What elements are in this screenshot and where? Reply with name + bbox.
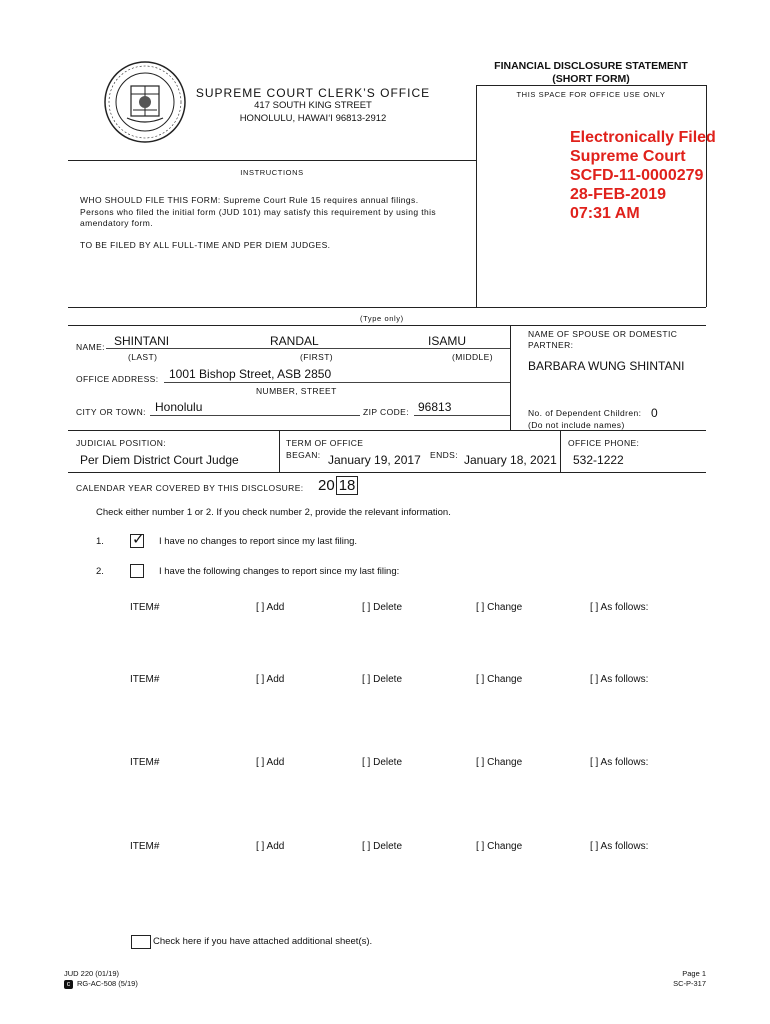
stamp-line-4: 28-FEB-2019 xyxy=(570,186,667,203)
dependents-value: 0 xyxy=(651,406,658,420)
instructions-line-3: amendatory form. xyxy=(80,218,154,228)
as-follows-option[interactable]: [ ] As follows: xyxy=(590,674,649,685)
zip-value: 96813 xyxy=(418,400,452,414)
add-option[interactable]: [ ] Add xyxy=(256,757,285,768)
as-follows-option[interactable]: [ ] As follows: xyxy=(590,757,649,768)
term-label: TERM OF OFFICE xyxy=(286,438,364,448)
option-1-checkbox[interactable] xyxy=(130,531,145,548)
rg-number: RG-AC-508 (5/19) xyxy=(77,979,138,988)
item-label: ITEM# xyxy=(130,674,160,685)
phone-label: OFFICE PHONE: xyxy=(568,438,640,448)
form-title xyxy=(476,60,706,86)
ends-value: January 18, 2021 xyxy=(464,453,557,467)
checkmark-icon: ✓ xyxy=(132,531,145,548)
stamp-line-3: SCFD-11-0000279 xyxy=(570,167,704,184)
option-2-text: I have the following changes to report since my last filing: xyxy=(159,566,400,577)
name-label: NAME: xyxy=(76,342,105,352)
delete-option[interactable]: [ ] Delete xyxy=(362,841,403,852)
add-option[interactable]: [ ] Add xyxy=(256,674,285,685)
filing-stamp xyxy=(570,128,716,223)
began-value: January 19, 2017 xyxy=(328,453,421,467)
city-label: CITY OR TOWN: xyxy=(76,407,146,417)
instructions-line-2: Persons who filed the initial form (JUD 101) may satisfy this requirement by using this xyxy=(80,206,437,217)
page-number: Page 1 xyxy=(682,969,706,978)
item-label: ITEM# xyxy=(130,602,160,613)
instructions-who xyxy=(80,195,436,230)
form-title-line-2: (SHORT FORM) xyxy=(552,73,630,85)
delete-option[interactable]: [ ] Delete xyxy=(362,674,403,685)
delete-option[interactable]: [ ] Delete xyxy=(362,602,403,613)
began-label: BEGAN: xyxy=(286,450,321,460)
copyright-icon: c xyxy=(64,980,73,989)
office-address-line-1: 417 SOUTH KING STREET xyxy=(254,100,372,111)
position-label: JUDICIAL POSITION: xyxy=(76,438,167,448)
city-value: Honolulu xyxy=(155,400,203,414)
spouse-value: BARBARA WUNG SHINTANI xyxy=(528,359,685,373)
stamp-line-1: Electronically Filed xyxy=(570,129,716,146)
name-middle: ISAMU xyxy=(428,334,467,348)
office-name: SUPREME COURT CLERK’S OFFICE xyxy=(195,86,431,100)
office-use-label: THIS SPACE FOR OFFICE USE ONLY xyxy=(516,90,666,99)
stamp-line-5: 07:31 AM xyxy=(570,205,640,222)
phone-value: 532-1222 xyxy=(573,453,624,467)
form-title-line-1: FINANCIAL DISCLOSURE STATEMENT xyxy=(494,60,688,72)
instructions-heading: INSTRUCTIONS xyxy=(240,168,304,177)
spouse-label-line-2: PARTNER: xyxy=(528,340,574,350)
court-seal xyxy=(103,60,187,144)
change-option[interactable]: [ ] Change xyxy=(476,757,523,768)
name-first: RANDAL xyxy=(270,334,319,348)
spouse-label-line-1: NAME OF SPOUSE OR DOMESTIC xyxy=(528,329,678,339)
change-option[interactable]: [ ] Change xyxy=(476,674,523,685)
name-last: SHINTANI xyxy=(114,334,170,348)
ends-label: ENDS: xyxy=(430,450,458,460)
calendar-year-suffix: 18 xyxy=(336,476,359,495)
office-address-line-2: HONOLULU, HAWAI‘I 96813-2912 xyxy=(239,113,387,124)
item-label: ITEM# xyxy=(130,757,160,768)
add-option[interactable]: [ ] Add xyxy=(256,602,285,613)
calendar-label: CALENDAR YEAR COVERED BY THIS DISCLOSURE: xyxy=(76,483,304,493)
option-2-checkbox[interactable] xyxy=(130,564,144,578)
calendar-year xyxy=(318,476,358,495)
instructions-line-1: WHO SHOULD FILE THIS FORM: Supreme Court Rule 15 requires annual filings. xyxy=(80,195,419,205)
dependents-note: (Do not include names) xyxy=(528,420,625,430)
calendar-year-prefix: 20 xyxy=(318,477,335,494)
change-option[interactable]: [ ] Change xyxy=(476,841,523,852)
change-option[interactable]: [ ] Change xyxy=(476,602,523,613)
seal-icon xyxy=(103,60,187,144)
option-2-number: 2. xyxy=(96,566,104,577)
sc-number: SC-P-317 xyxy=(673,979,706,988)
attached-sheets-checkbox[interactable] xyxy=(131,935,151,949)
type-only-note: (Type only) xyxy=(360,314,404,323)
attached-sheets-label: Check here if you have attached additional sheet(s). xyxy=(153,936,373,947)
form-number: JUD 220 (01/19) xyxy=(64,969,120,978)
spouse-label xyxy=(528,329,677,351)
check-instructions: Check either number 1 or 2. If you check number 2, provide the relevant information. xyxy=(96,507,451,518)
zip-label: ZIP CODE: xyxy=(363,407,409,417)
position-value: Per Diem District Court Judge xyxy=(80,453,239,467)
as-follows-option[interactable]: [ ] As follows: xyxy=(590,602,649,613)
add-option[interactable]: [ ] Add xyxy=(256,841,285,852)
name-first-caption: (FIRST) xyxy=(300,352,334,362)
as-follows-option[interactable]: [ ] As follows: xyxy=(590,841,649,852)
instructions-to-be-filed: TO BE FILED BY ALL FULL-TIME AND PER DIEM JUDGES. xyxy=(80,240,331,250)
name-middle-caption: (MIDDLE) xyxy=(452,352,493,362)
dependents-label: No. of Dependent Children: xyxy=(528,408,642,418)
office-address-value: 1001 Bishop Street, ASB 2850 xyxy=(169,367,332,381)
office-address-caption: NUMBER, STREET xyxy=(256,386,337,396)
option-1-number: 1. xyxy=(96,536,104,547)
option-1-text: I have no changes to report since my last filing. xyxy=(159,536,358,547)
office-address-label: OFFICE ADDRESS: xyxy=(76,374,159,384)
delete-option[interactable]: [ ] Delete xyxy=(362,757,403,768)
rg-number-row xyxy=(64,979,138,989)
item-label: ITEM# xyxy=(130,841,160,852)
name-last-caption: (LAST) xyxy=(128,352,158,362)
stamp-line-2: Supreme Court xyxy=(570,148,686,165)
